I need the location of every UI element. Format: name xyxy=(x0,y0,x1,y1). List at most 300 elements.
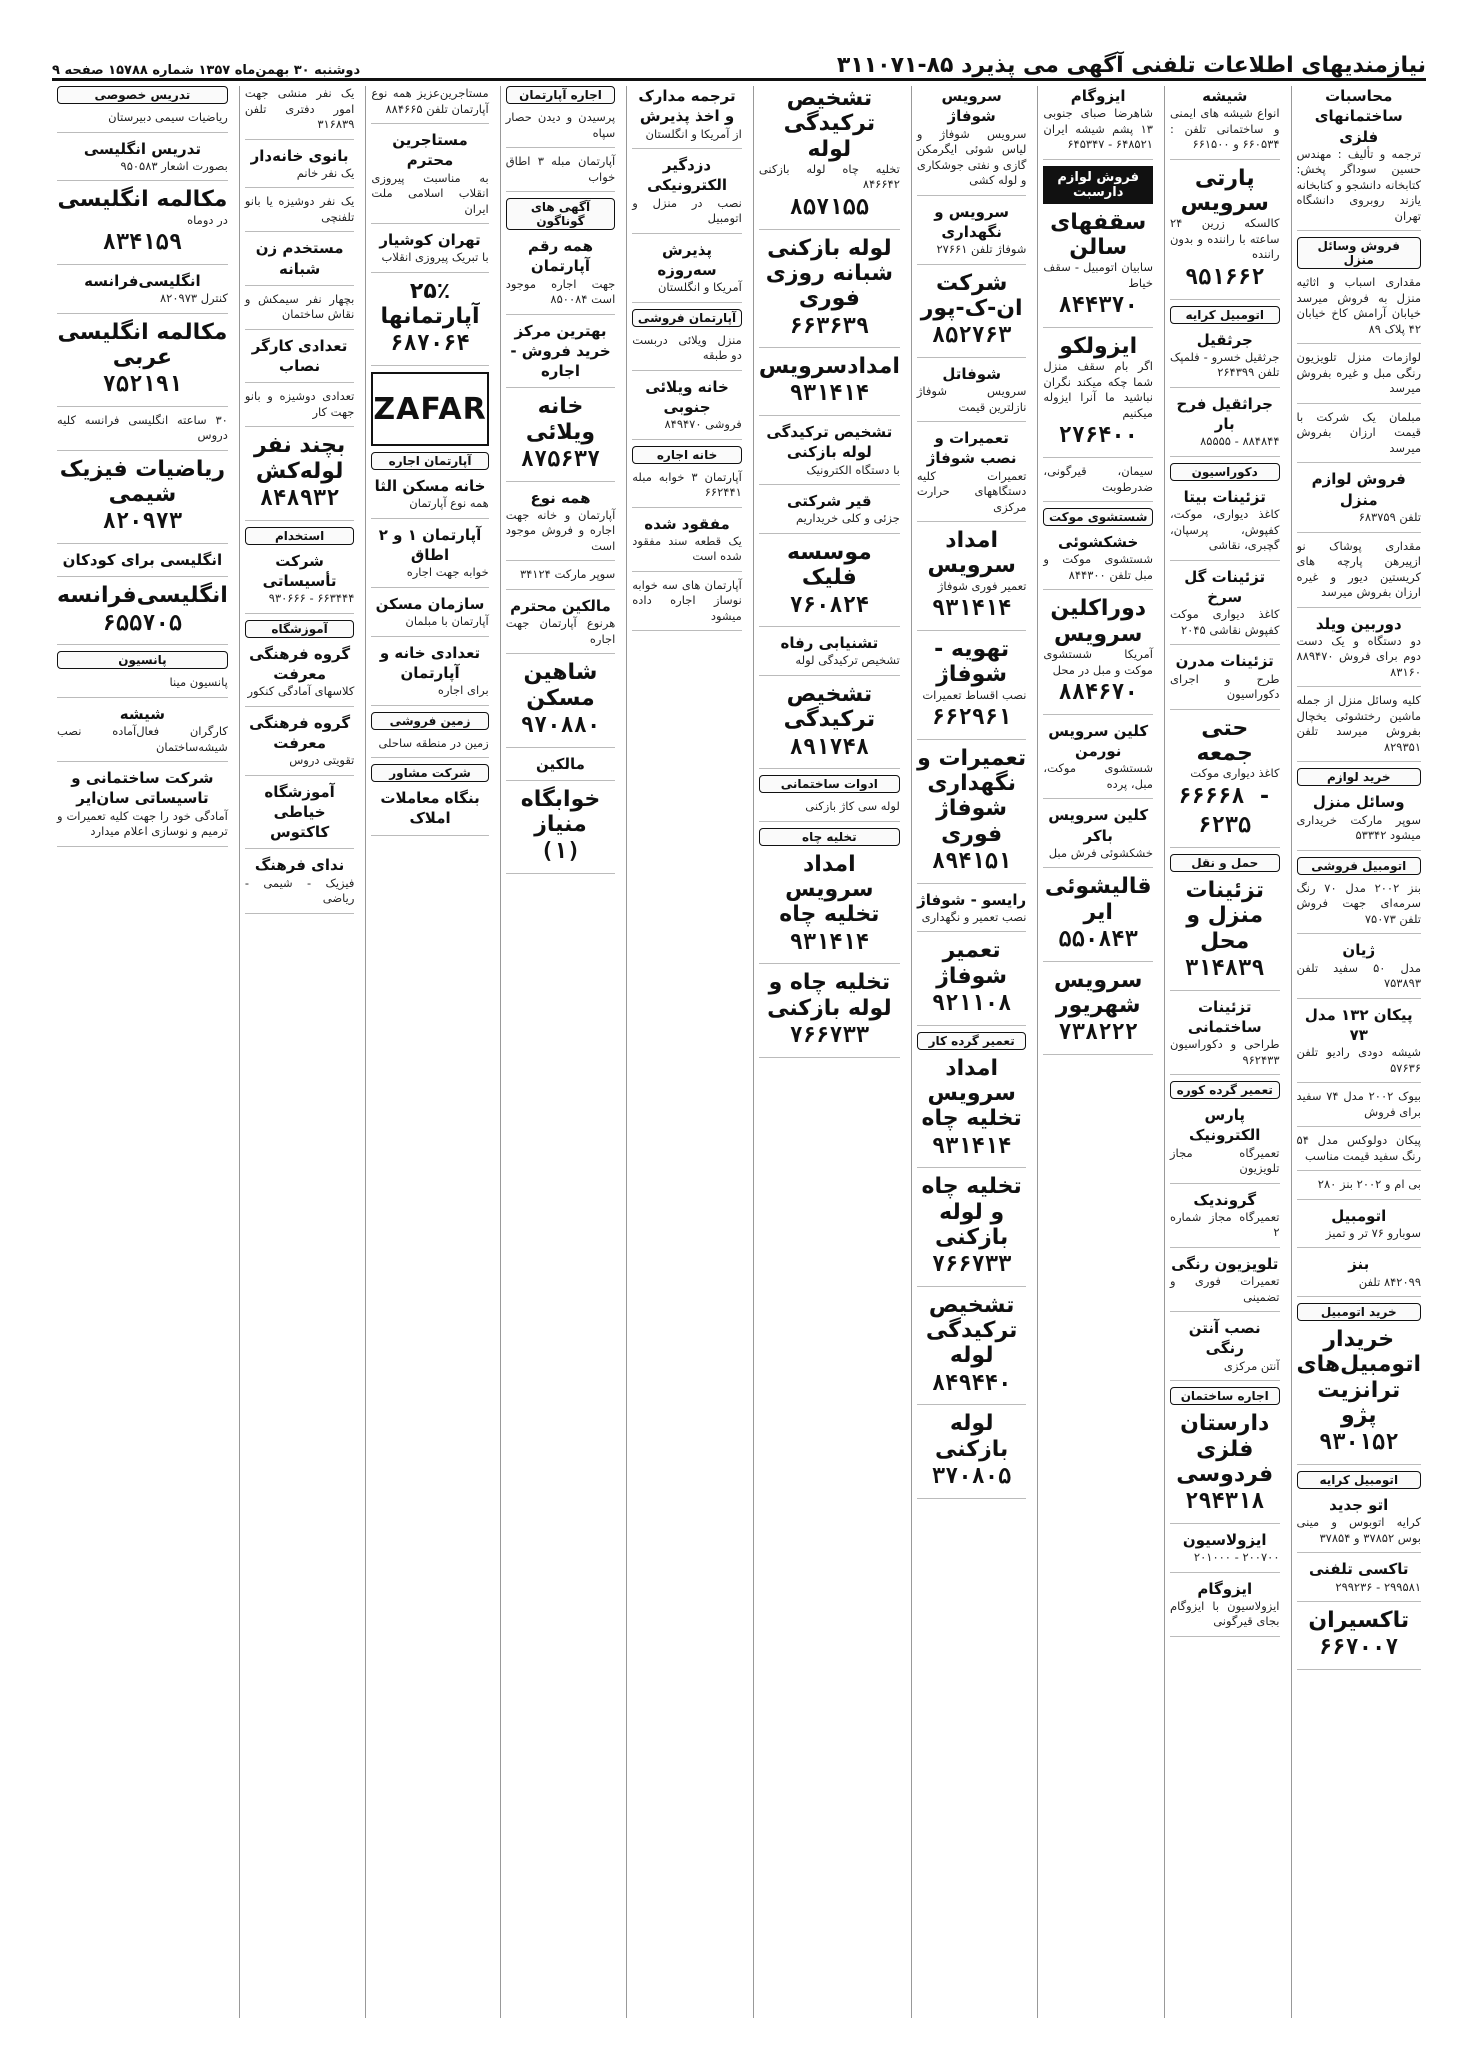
ad-separator xyxy=(917,1025,1027,1026)
ad-phone-number: ۲۹۴۳۱۸ xyxy=(1185,1489,1265,1515)
ad-separator xyxy=(57,180,228,181)
ad-phone-number: ۹۳۱۴۱۴ xyxy=(931,1133,1012,1159)
ad-separator xyxy=(917,630,1027,631)
section-header: فروش وسائل منزل xyxy=(1297,237,1421,269)
ad-body: تخلیه چاه لوله بازکنی ۸۴۶۶۴۲ xyxy=(758,161,900,192)
ad-separator xyxy=(245,775,355,776)
classified-ad xyxy=(1170,166,1280,293)
column-4 xyxy=(911,86,1032,2018)
ad-separator xyxy=(759,229,900,230)
classified-ad xyxy=(1170,1318,1280,1374)
ad-separator xyxy=(1297,532,1421,533)
classified-ad xyxy=(371,736,488,752)
ad-body: کلیه وسائل منزل از جمله ماشین رختشوئی یخچال بفروش میرسد تلفن ۸۲۹۳۵۱ xyxy=(1296,693,1421,754)
ad-body: کاغذ دیواری موکت کفپوش نقاشی ۲۰۴۵ xyxy=(1169,607,1280,637)
classified-ad xyxy=(506,567,616,583)
classified-ad xyxy=(917,364,1027,415)
ad-body: بی ام و ۲۰۰۲ بنز ۲۸۰ xyxy=(1317,1177,1421,1192)
ad-body: فیزیک - شیمی - ریاضی xyxy=(244,875,355,906)
section-header: تعمیر گرده کار xyxy=(917,1032,1027,1050)
classified-ad xyxy=(1297,350,1421,397)
ad-separator xyxy=(245,231,355,232)
classified-ad xyxy=(632,470,742,501)
ad-phone-number: ۹۳۰۱۵۲ xyxy=(1319,1430,1399,1456)
ad-title: پیکان ۱۳۲ مدل ۷۳ xyxy=(1304,1005,1413,1044)
classified-ad xyxy=(506,154,616,185)
classified-ad xyxy=(1170,1105,1280,1177)
classified-ad xyxy=(759,540,900,620)
ad-phone-number: ۸۷۵۶۳۷ xyxy=(520,446,601,472)
ad-title: تشخیص ترکیدگی xyxy=(783,682,876,733)
section-header: شرکت مشاور xyxy=(371,764,488,782)
ad-phone-number: ۹۲۱۱۰۸ xyxy=(931,991,1012,1017)
ad-body: کاغذ دیواری موکت xyxy=(1190,766,1280,781)
ad-body: تقویتی دروس xyxy=(289,753,355,768)
section-header: آگهی های گوناگون xyxy=(506,198,616,230)
classified-ad xyxy=(1297,693,1421,755)
classified-ad xyxy=(759,86,900,223)
ad-title: موسسه فلیک xyxy=(786,539,872,591)
ad-separator xyxy=(759,821,900,822)
classified-ad xyxy=(632,377,742,433)
classified-ad xyxy=(759,491,900,527)
ad-separator xyxy=(371,365,488,366)
ad-separator xyxy=(1043,457,1153,458)
ad-separator xyxy=(1297,1082,1421,1083)
classified-ad xyxy=(245,551,355,607)
classified-ad xyxy=(917,1056,1027,1162)
ad-separator xyxy=(1297,850,1421,851)
ad-separator xyxy=(1170,1311,1280,1312)
ad-separator xyxy=(506,481,616,482)
ad-body: طرح و اجرای دکوراسیون xyxy=(1169,671,1280,702)
ad-body: مقداری پوشاک نو ازپیرهن پارچه های کریستین دیور و غیره ارزان بفروش میرسد xyxy=(1296,538,1421,600)
ad-body: منزل ویلائی دربست دو طبقه xyxy=(632,332,742,363)
ad-separator xyxy=(917,1498,1027,1499)
ad-title: سازمان مسکن xyxy=(375,594,485,613)
ad-body: ۶۶۳۴۴۴ - ۹۳۰۶۶۶ xyxy=(268,591,355,606)
ad-title: مکالمه انگلیسی xyxy=(57,187,228,213)
ad-title: گروندیک xyxy=(1193,1190,1257,1209)
ad-phone-number: ۶۶۷۰۰۷ xyxy=(1319,1635,1399,1661)
ad-separator xyxy=(917,931,1027,932)
ad-body: ۲۹۹۵۸۱ - ۲۹۹۲۳۶ xyxy=(1335,1579,1421,1594)
classified-ad xyxy=(1043,805,1153,861)
ad-separator xyxy=(506,589,616,590)
ad-separator xyxy=(371,757,488,758)
ad-body: جرثقیل خسرو - فلمپک تلفن ۲۶۴۳۹۹ xyxy=(1169,349,1280,380)
classified-ad xyxy=(57,550,228,570)
ad-phone-number: ۹۷۰۸۸۰ xyxy=(520,712,601,738)
ad-separator xyxy=(371,705,488,706)
classified-ad xyxy=(632,514,742,565)
ad-body: شاهرضا صبای جنوبی ۱۳ پشم شیشه ایران ۶۴۸۵۲۱ - ۶۴۵۳۴۷ xyxy=(1043,106,1153,152)
section-header: آپارتمان فروشی xyxy=(632,309,742,327)
ad-separator xyxy=(57,406,228,407)
ad-title: تعدادی خانه و آپارتمان xyxy=(379,643,481,682)
ad-body: برای اجاره xyxy=(437,683,489,698)
classified-ad xyxy=(917,428,1027,515)
ad-body: کارگران فعال‌آماده نصب شیشه‌ساختمان xyxy=(57,724,228,754)
ad-title: آپارتمان ۱ و ۲ اطاق xyxy=(378,525,482,565)
ad-body: خوابه جهت اجاره xyxy=(406,565,489,580)
classified-ad xyxy=(632,333,742,364)
classified-ad xyxy=(506,596,616,647)
ad-title: تهویه - شوفاژ xyxy=(934,636,1010,688)
ad-separator xyxy=(759,675,900,676)
classified-ad xyxy=(245,782,355,843)
ad-body: نصب اقساط تعمیرات xyxy=(922,687,1027,702)
ad-title: تشخیص ترکیدگی لوله xyxy=(925,1292,1018,1369)
ad-body: ۸۴۲۰۹۹ تلفن xyxy=(1358,1274,1421,1289)
column-1 xyxy=(1291,86,1426,2018)
section-header: اجاره ساختمان xyxy=(1170,1387,1280,1405)
classified-ad xyxy=(632,240,742,296)
classified-ad xyxy=(1297,614,1421,681)
classified-ad xyxy=(245,713,355,769)
ad-body: بیوک ۲۰۰۲ مدل ۷۴ سفید برای فروش xyxy=(1296,1089,1421,1119)
classified-ad xyxy=(1297,1089,1421,1120)
ad-title: خریدار اتومبیل‌های ترانزیت پژو xyxy=(1296,1327,1421,1429)
classified-ad xyxy=(245,336,355,377)
ad-title: خانه ویلائی xyxy=(525,394,596,445)
classified-ad xyxy=(371,86,488,117)
ad-separator xyxy=(1170,990,1280,991)
classified-ad xyxy=(1043,721,1153,793)
ad-title: گروه فرهنگی معرفت xyxy=(249,713,351,752)
ad-phone-number: ۶۶۲۹۶۱ xyxy=(931,705,1012,731)
classified-ad xyxy=(1043,968,1153,1048)
ad-body: کنترل ۸۲۰۹۷۳ xyxy=(159,291,228,306)
ad-title: تشنیابی رفاه xyxy=(780,634,879,653)
ad-body: آمریکا و انگلستان xyxy=(657,280,742,295)
ad-body: دو دستگاه و یک دست دوم برای فروش ۸۸۹۴۷۰ ۸۳۱۶۰ xyxy=(1296,633,1421,679)
classified-ad xyxy=(1170,1254,1280,1305)
ad-title: ایزولاسیون xyxy=(1182,1530,1267,1549)
ad-separator xyxy=(1170,1247,1280,1248)
section-header: اتومبیل فروشی xyxy=(1297,857,1421,875)
ad-phone-number: ۶۸۷۰۶۴ xyxy=(390,331,470,357)
masthead xyxy=(52,44,1426,81)
ad-title: تشخیص ترکیدگی لوله xyxy=(783,86,876,162)
ad-title: تلویزیون رنگی xyxy=(1171,1254,1279,1273)
section-header: شستشوی موکت xyxy=(1043,508,1153,526)
classified-ad xyxy=(371,525,488,581)
ad-separator xyxy=(371,835,488,836)
ad-body: سوبارو ۷۶ تر و تمیز xyxy=(1325,1225,1421,1240)
ad-separator xyxy=(1043,714,1153,715)
ad-body: آمریکا شستشوی موکت و مبل در محل xyxy=(1043,647,1153,677)
ad-title: امدادسرویس xyxy=(758,354,900,380)
classified-ad xyxy=(1043,532,1153,583)
company-logo: ZAFAR xyxy=(371,372,488,446)
ad-separator xyxy=(506,653,616,654)
ad-separator xyxy=(1043,501,1153,502)
classified-ad xyxy=(57,704,228,755)
classified-ad xyxy=(1170,1190,1280,1241)
classified-ad xyxy=(1043,210,1153,321)
ad-body: شوفاژ تلفن ۲۷۶۶۱ xyxy=(936,242,1027,257)
ad-body: تعمیرگاه مجاز شماره ۲ xyxy=(1169,1209,1280,1240)
column-6 xyxy=(626,86,747,2018)
ad-separator xyxy=(1170,387,1280,388)
ad-body: لوازمات منزل تلویزیون رنگی مبل و غیره بفروش میرسد xyxy=(1296,350,1421,396)
ad-title: دارستان فلزی فردوسی xyxy=(1176,1411,1274,1487)
ad-body: به مناسبت پیروزی انقلاب اسلامی ملت ایران xyxy=(371,170,489,216)
ad-title: بنز xyxy=(1348,1255,1370,1274)
ad-title: رایسو - شوفاژ xyxy=(917,890,1027,909)
ad-body: لوله سی کاژ بازکنی xyxy=(805,799,900,814)
classified-ad xyxy=(57,110,228,126)
ad-title: مالکین محترم xyxy=(510,596,611,615)
ad-separator xyxy=(759,768,900,769)
ad-title: بچند نفر لوله‌کش xyxy=(253,433,346,484)
ad-title: پذیرش سه‌روزه xyxy=(657,240,717,279)
ad-title: دوربین ویلد xyxy=(1315,614,1402,633)
ad-title: تدریس انگلیسی xyxy=(83,139,201,158)
classified-ad xyxy=(57,187,228,258)
ad-separator xyxy=(1043,589,1153,590)
ad-title: اتو جدید xyxy=(1329,1496,1389,1515)
ad-body: آپارتمان با مبلمان xyxy=(405,614,489,629)
ad-title: بنگاه معاملات املاک xyxy=(380,789,480,828)
ad-title: تخلیه چاه و لوله بازکنی xyxy=(921,1174,1022,1250)
classified-ad xyxy=(917,528,1027,624)
classified-ad xyxy=(57,271,228,307)
classified-ad xyxy=(1297,1559,1421,1595)
ad-body: کاغذ دیواری، موکت، کفپوش، پرسپان، گچبری، نقاشی xyxy=(1169,507,1280,553)
ad-body: کالسکه زرین ۲۴ ساعته با راننده و بدون راننده xyxy=(1169,216,1280,262)
ad-separator xyxy=(1297,1601,1421,1602)
section-header: تعمیر گرده کوره xyxy=(1170,1081,1280,1099)
classified-ad xyxy=(632,86,742,142)
ad-separator xyxy=(632,507,742,508)
section-header: آموزشگاه xyxy=(245,620,355,638)
ad-separator xyxy=(245,913,355,914)
ad-body: جهت اجاره موجود است ۸۵۰۰۸۴ xyxy=(505,276,616,307)
classified-ad xyxy=(917,271,1027,351)
section-header: استخدام xyxy=(245,527,355,545)
ad-separator xyxy=(1170,1183,1280,1184)
ad-body: تعمیرات کلیه دستگاههای حرارت مرکزی xyxy=(916,468,1027,514)
classified-ad xyxy=(917,1411,1027,1491)
column-8 xyxy=(365,86,493,2018)
ad-title: قالیشوئی ایر xyxy=(1044,874,1152,925)
ad-body: بچهار نفر سیمکش و نقاش ساختمان xyxy=(244,291,355,322)
ad-separator xyxy=(759,626,900,627)
classified-ad xyxy=(1170,716,1280,841)
ad-separator xyxy=(1297,686,1421,687)
classified-ad xyxy=(1043,596,1153,707)
ad-body: مدل ۵۰ سفید تلفن ۷۵۳۸۹۳ xyxy=(1296,960,1421,991)
classified-ad xyxy=(1297,1177,1421,1193)
ad-separator xyxy=(1170,159,1280,160)
ad-title: مستاجرین محترم xyxy=(392,131,468,170)
classified-ad xyxy=(506,236,616,308)
ad-title: ایزوگام xyxy=(1197,1579,1253,1598)
ad-body: تعمیرات فوری و تضمینی xyxy=(1169,1274,1280,1304)
ad-body: آمادگی خود را جهت کلیه تعمیرات و ترمیم و نوسازی اعلام میدارد xyxy=(57,808,228,839)
ad-title: شرکت تأسیساتی xyxy=(262,551,337,590)
ad-body: مستاجرین‌عزیز همه نوع آپارتمان تلفن ۸۸۴۶۶۵ xyxy=(371,86,489,116)
ad-title: انگلیسی‌فرانسه xyxy=(84,271,201,290)
ad-phone-number: ۳۱۴۸۳۹ xyxy=(1185,955,1265,981)
ad-separator xyxy=(917,1167,1027,1168)
ad-separator xyxy=(1170,1074,1280,1075)
classified-ad xyxy=(1297,410,1421,457)
ad-body: مبلمان یک شرکت با قیمت ارزان بفروش میرسد xyxy=(1296,409,1421,455)
ad-separator xyxy=(57,846,228,847)
ad-title: امداد سرویس xyxy=(927,528,1016,579)
ad-body: سوپر مارکت خریداری میشود ۵۳۳۴۲ xyxy=(1296,812,1421,843)
ad-separator xyxy=(1043,1054,1153,1055)
ad-body: جزئی و کلی خریداریم xyxy=(795,511,900,526)
classified-ad xyxy=(1043,86,1153,153)
ad-separator xyxy=(506,387,616,388)
ad-separator xyxy=(506,780,616,781)
ad-title: بانوی خانه‌دار xyxy=(250,146,349,165)
ad-title: انگلیسی‌فرانسه xyxy=(57,583,228,609)
classified-ad xyxy=(506,787,616,867)
ad-body: پیکان دولوکس مدل ۵۴ رنگ سفید قیمت مناسب xyxy=(1296,1133,1421,1163)
ad-title: ایزولکو xyxy=(1059,334,1138,360)
ad-separator xyxy=(371,518,488,519)
ad-phone-number: ۵۵۰۸۴۳ xyxy=(1058,926,1138,952)
section-header: ادوات ساختمانی xyxy=(759,775,900,793)
ad-title: محاسبات ساختمانهای فلزی xyxy=(1314,87,1403,146)
column-3 xyxy=(1037,86,1158,2018)
classified-ad xyxy=(245,644,355,700)
section-header: دکوراسیون xyxy=(1170,463,1280,481)
classified-ad xyxy=(1297,1608,1421,1663)
ad-separator xyxy=(57,644,228,645)
ad-separator xyxy=(371,636,488,637)
ad-phone-number: ۷۶۶۷۳۳ xyxy=(789,1022,870,1048)
classified-ad xyxy=(245,389,355,420)
ad-separator xyxy=(917,195,1027,196)
ad-body: یک قطعه سند مفقود شده است xyxy=(632,533,742,564)
ad-title: اتومبیل xyxy=(1331,1206,1387,1225)
ad-separator xyxy=(57,576,228,577)
ad-title: همه نوع xyxy=(530,488,591,507)
ad-separator xyxy=(371,272,488,273)
classified-ad xyxy=(1170,86,1280,153)
ad-title: خشکشوئی xyxy=(1058,533,1139,552)
ad-phone-number: ۸۴۹۴۴۰ xyxy=(931,1370,1012,1396)
ad-phone-number: ۸۵۷۱۵۵ xyxy=(789,194,870,220)
classified-ad xyxy=(917,637,1027,733)
classified-ad xyxy=(1170,1530,1280,1566)
classified-ad xyxy=(57,675,228,691)
classified-ad xyxy=(917,1293,1027,1399)
ad-title: ۲۵٪ آپارتمانها xyxy=(380,278,480,330)
ad-body: پرسیدن و دیدن حصار سپاه xyxy=(505,110,616,140)
ad-separator xyxy=(245,187,355,188)
ad-phone-number: ۶۶۳۶۳۹ xyxy=(789,313,870,339)
ad-separator xyxy=(371,223,488,224)
ad-phone-number: ۸۴۸۹۳۲ xyxy=(259,486,340,511)
ad-separator xyxy=(632,302,742,303)
ad-separator xyxy=(1297,230,1421,231)
ad-separator xyxy=(245,382,355,383)
ad-separator xyxy=(57,543,228,544)
classified-ad xyxy=(57,139,228,175)
ad-body: خشکشوئی فرش مبل xyxy=(1048,845,1153,860)
ad-title: وسائل منزل xyxy=(1312,793,1405,812)
classified-ad xyxy=(1297,1206,1421,1242)
classified-ad xyxy=(1297,539,1421,601)
ad-separator xyxy=(1170,847,1280,848)
ad-separator xyxy=(1297,1247,1421,1248)
classified-ad xyxy=(57,457,228,537)
ad-separator xyxy=(632,571,742,572)
ad-separator xyxy=(759,533,900,534)
ad-separator xyxy=(1170,456,1280,457)
classified-ad xyxy=(917,746,1027,877)
classified-ad xyxy=(1043,874,1153,954)
ad-body: ۸۸۴۸۴۴ - ۸۵۵۵۵ xyxy=(1200,434,1280,449)
ad-separator xyxy=(506,747,616,748)
section-header: پانسیون xyxy=(57,651,228,669)
ad-body: ۳۰ ساعته انگلیسی فرانسه کلیه دروس xyxy=(57,412,228,443)
ad-title: امداد سرویس تخلیه چاه xyxy=(779,851,880,928)
classified-ad xyxy=(1170,567,1280,639)
ad-separator xyxy=(1043,867,1153,868)
ad-body: نصب در منزل و اتومبیل xyxy=(632,195,742,226)
ad-title: تعمیرات و نصب شوفاژ xyxy=(926,429,1017,468)
ad-separator xyxy=(506,191,616,192)
ad-title: تاکسیران xyxy=(1308,1608,1410,1634)
ad-title: بهترین مرکز خرید فروش - اجاره xyxy=(510,321,611,381)
classified-ad xyxy=(1043,334,1153,451)
classified-ad xyxy=(506,110,616,141)
ad-body: کرایه اتوبوس و مینی بوس ۳۷۸۵۲ و ۳۷۸۵۴ xyxy=(1296,1515,1421,1545)
section-header: خرید لوازم xyxy=(1297,768,1421,786)
ad-phone-number: (۱) xyxy=(540,839,581,865)
ad-title: شرکت ساختمانی و تاسیساتی سان‌ایر xyxy=(71,769,214,808)
classified-ad xyxy=(917,86,1027,189)
ad-separator xyxy=(917,421,1027,422)
ad-title: تشخیص ترکیدگی لوله بازکنی xyxy=(766,423,893,462)
ad-body: پانسیون مینا xyxy=(169,675,228,690)
ad-title: ایزوگام xyxy=(1070,87,1126,105)
section-header: زمین فروشی xyxy=(371,712,488,730)
ad-body: شیشه دودی رادیو تلفن ۵۷۶۳۶ xyxy=(1296,1045,1421,1075)
masthead-title: نیازمندیهای اطلاعات تلفنی آگهی می پذیرد ۸۵-۳۱۱۰۷۱ xyxy=(836,53,1426,78)
ad-body: ۲۰۰۷۰۰ - ۲۰۱۰۰۰ xyxy=(1193,1550,1280,1565)
ad-body: نصب تعمیر و نگهداری xyxy=(921,909,1027,924)
ad-phone-number: ۸۲۰۹۷۳ xyxy=(102,509,183,535)
ad-phone-number: ۶۶۶۶۸ - ۶۲۳۵ xyxy=(1178,783,1272,839)
ad-title: خانه مسکن الثا xyxy=(374,477,486,496)
ad-title: سرویس شهریور xyxy=(1054,967,1143,1018)
ad-body: سوپر مارکت ۳۴۱۲۴ xyxy=(519,567,616,582)
ad-title: خانه ویلائی جنوبی xyxy=(645,377,729,416)
ad-title: لوله بازکنی xyxy=(935,1411,1009,1462)
ad-body: کلاسهای آمادگی کنکور xyxy=(247,684,355,699)
classified-ad xyxy=(917,890,1027,926)
classified-ad xyxy=(1170,997,1280,1069)
ad-body: یک نفر دوشیزه یا بانو تلفنچی xyxy=(244,194,355,224)
ad-title: تزئینات گل سرخ xyxy=(1184,567,1266,606)
ad-title: تزئینات مدرن xyxy=(1175,652,1274,671)
classified-ad xyxy=(759,422,900,478)
ad-title: تاکسی تلفنی xyxy=(1309,1560,1409,1579)
ad-separator xyxy=(632,148,742,149)
section-header: آپارتمان اجاره xyxy=(371,452,488,470)
ad-body: یک نفر منشی جهت امور دفتری تلفن ۳۱۶۸۳۹ xyxy=(244,86,355,132)
classified-ad xyxy=(1170,330,1280,381)
